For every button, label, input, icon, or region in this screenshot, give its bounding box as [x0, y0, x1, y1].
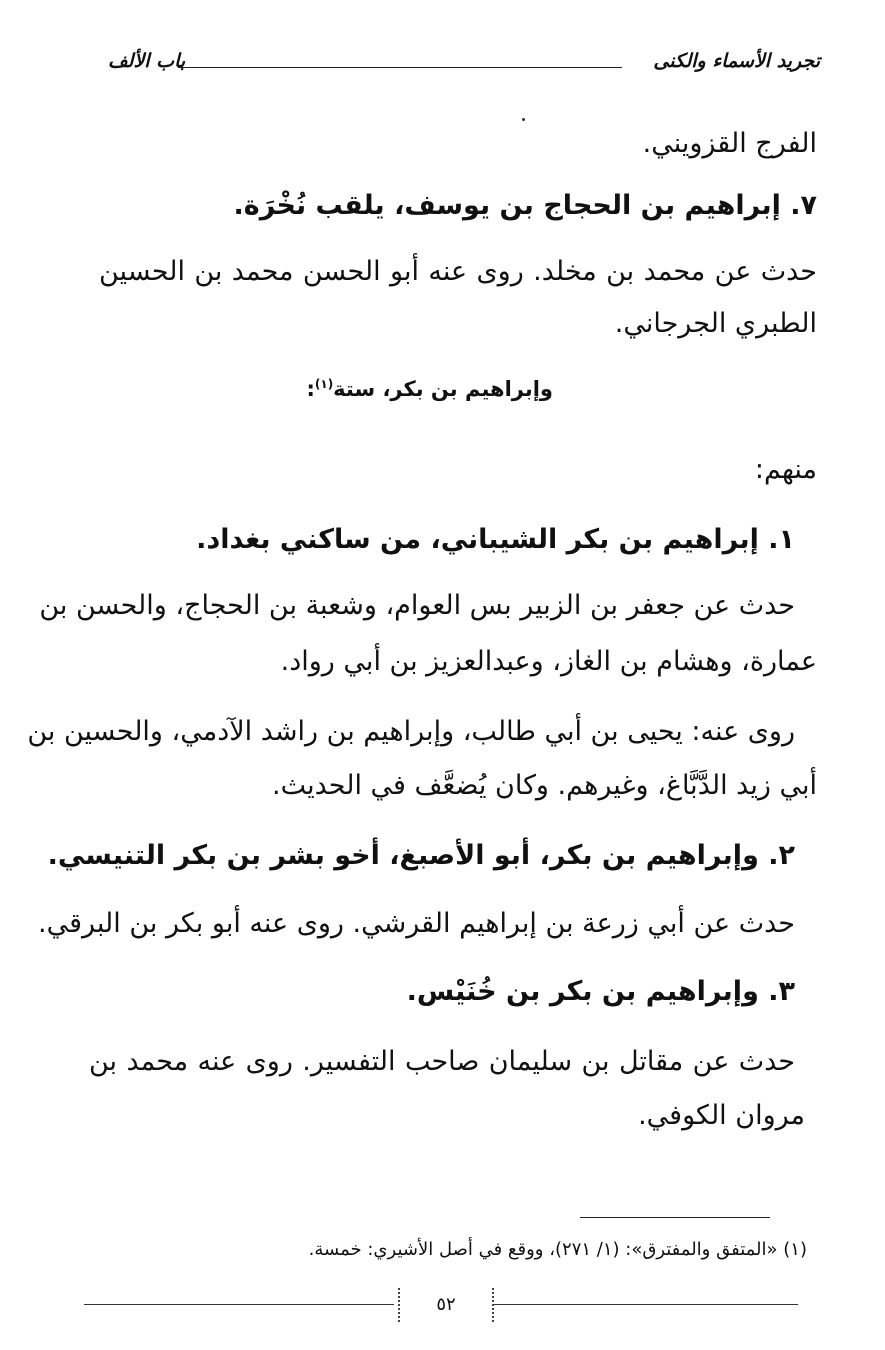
text-line: الطبري الجرجاني. — [614, 308, 817, 339]
text-line: حدث عن أبي زرعة بن إبراهيم القرشي. روى عنه أبو بكر بن البرقي. — [37, 908, 795, 939]
footnote-separator — [580, 1217, 770, 1218]
print-speck — [522, 118, 525, 121]
header-rule — [178, 67, 622, 68]
text-line: مروان الكوفي. — [638, 1100, 805, 1131]
text-line: الفرج القزويني. — [642, 128, 817, 159]
text-line: حدث عن مقاتل بن سليمان صاحب التفسير. روى عنه محمد بن — [89, 1046, 795, 1077]
chapter-title: باب الألف — [108, 50, 186, 72]
entry-heading-7: ٧. إبراهيم بن الحجاج بن يوسف، يلقب نُخْرَة. — [233, 190, 817, 221]
running-header — [108, 50, 820, 80]
section-heading — [306, 364, 553, 409]
entry-heading-1: ١. إبراهيم بن بكر الشيباني، من ساكني بغداد. — [196, 524, 795, 555]
page-number: ٥٢ — [398, 1288, 494, 1322]
text-line: حدث عن جعفر بن الزبير بس العوام، وشعبة بن الحجاج، والحسن بن — [39, 590, 795, 621]
text-line: روى عنه: يحيى بن أبي طالب، وإبراهيم بن راشد الآدمي، والحسين بن — [27, 716, 795, 747]
folio-rule-left — [84, 1304, 394, 1305]
section-title: وإبراهيم بن بكر، ستة — [333, 377, 553, 401]
footnote: (١) «المتفق والمفترق»: (١/ ٢٧١)، ووقع في أصل الأشيري: خمسة. — [308, 1239, 807, 1260]
section-colon: : — [306, 377, 315, 401]
text-line: أبي زيد الدَّبَّاغ، وغيرهم. وكان يُضعَّف في الحديث. — [272, 770, 817, 801]
text-line: منهم: — [754, 454, 817, 485]
text-line: عمارة، وهشام بن الغاز، وعبدالعزيز بن أبي رواد. — [280, 646, 817, 677]
entry-heading-2: ٢. وإبراهيم بن بكر، أبو الأصبغ، أخو بشر بن بكر التنيسي. — [47, 840, 795, 871]
footnote-marker: (١) — [314, 377, 334, 391]
entry-heading-3: ٣. وإبراهيم بن بكر بن خُنَيْس. — [406, 976, 795, 1007]
folio-rule-right — [494, 1304, 798, 1305]
book-title: تجريد الأسماء والكنى — [653, 50, 820, 72]
text-line: حدث عن محمد بن مخلد. روى عنه أبو الحسن محمد بن الحسين — [99, 256, 817, 287]
